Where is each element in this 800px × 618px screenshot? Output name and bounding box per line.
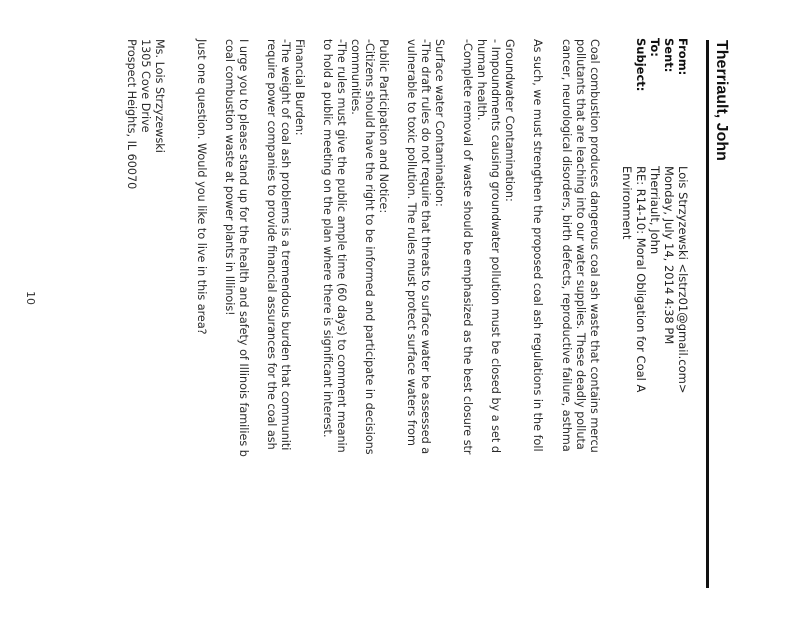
- body-line: -Complete removal of waste should be emphasized as the best closure str: [461, 39, 474, 455]
- body-line: -The draft rules do not require that threats to surface water be assessed a: [419, 39, 432, 455]
- body-line: pollutants that are leaching into our water supplies. These deadly polluta: [574, 39, 587, 450]
- from-value: Lois Strzyzewski <lstrz01@gmail.com>: [676, 166, 690, 394]
- section-heading-groundwater: Groundwater Contamination:: [503, 39, 516, 202]
- section-heading-financial-burden: Financial Burden:: [293, 39, 306, 136]
- signature-street: 1305 Cove Drive: [139, 39, 152, 133]
- closing-question: Just one question. Would you like to live in this area?: [195, 39, 208, 335]
- body-line: -The rules must give the public ample time (60 days) to comment meanin: [335, 39, 348, 453]
- body-line: Coal combustion produces dangerous coal ash waste that contains mercu: [588, 39, 601, 453]
- header-rule: [706, 40, 709, 588]
- body-line: human health.: [475, 39, 488, 121]
- section-heading-public-participation: Public Participation and Notice:: [377, 39, 390, 214]
- signature-name: Ms. Lois Strzyzewski: [153, 39, 166, 153]
- body-line: to hold a public meeting on the plan where there is significant interest.: [321, 39, 334, 438]
- body-line: communities.: [349, 39, 362, 115]
- section-heading-surface-water: Surface water Contamination:: [433, 39, 446, 207]
- subject-label: Subject:: [634, 38, 648, 92]
- sender-name-heading: Therriault, John: [713, 40, 730, 161]
- body-line: coal combustion waste at power plants in Illinois!: [223, 39, 236, 316]
- body-line: As such, we must strengthen the proposed coal ash regulations in the foll: [531, 39, 544, 452]
- page-number: 10: [24, 291, 37, 305]
- to-label: To:: [648, 38, 662, 57]
- sent-label: Sent:: [662, 38, 676, 73]
- body-line: -The weight of coal ash problems is a tremendous burden that communiti: [279, 39, 292, 451]
- body-line: vulnerable to toxic pollution. The rules must protect surface waters from: [405, 39, 418, 446]
- body-line: cancer, neurological disorders, birth defects, reproductive failure, asthma: [560, 39, 573, 452]
- to-value: Therriault, John: [648, 166, 662, 255]
- body-line: -Citizens should have the right to be informed and participate in decisions: [363, 39, 376, 455]
- subject-value: RE: R14-10: Moral Obligation for Coal A: [634, 166, 648, 393]
- from-label: From:: [676, 38, 690, 76]
- body-line: - Impoundments causing groundwater pollution must be closed by a set d: [489, 39, 502, 453]
- signature-city: Prospect Heights, IL 60070: [125, 39, 138, 190]
- sent-value: Monday, July 14, 2014 4:38 PM: [662, 166, 676, 345]
- body-line: require power companies to provide financial assurances for the coal ash: [265, 39, 278, 450]
- body-line: I urge you to please stand up for the health and safety of Illinois families b: [237, 39, 250, 457]
- subject-value-continued: Environment: [620, 166, 634, 240]
